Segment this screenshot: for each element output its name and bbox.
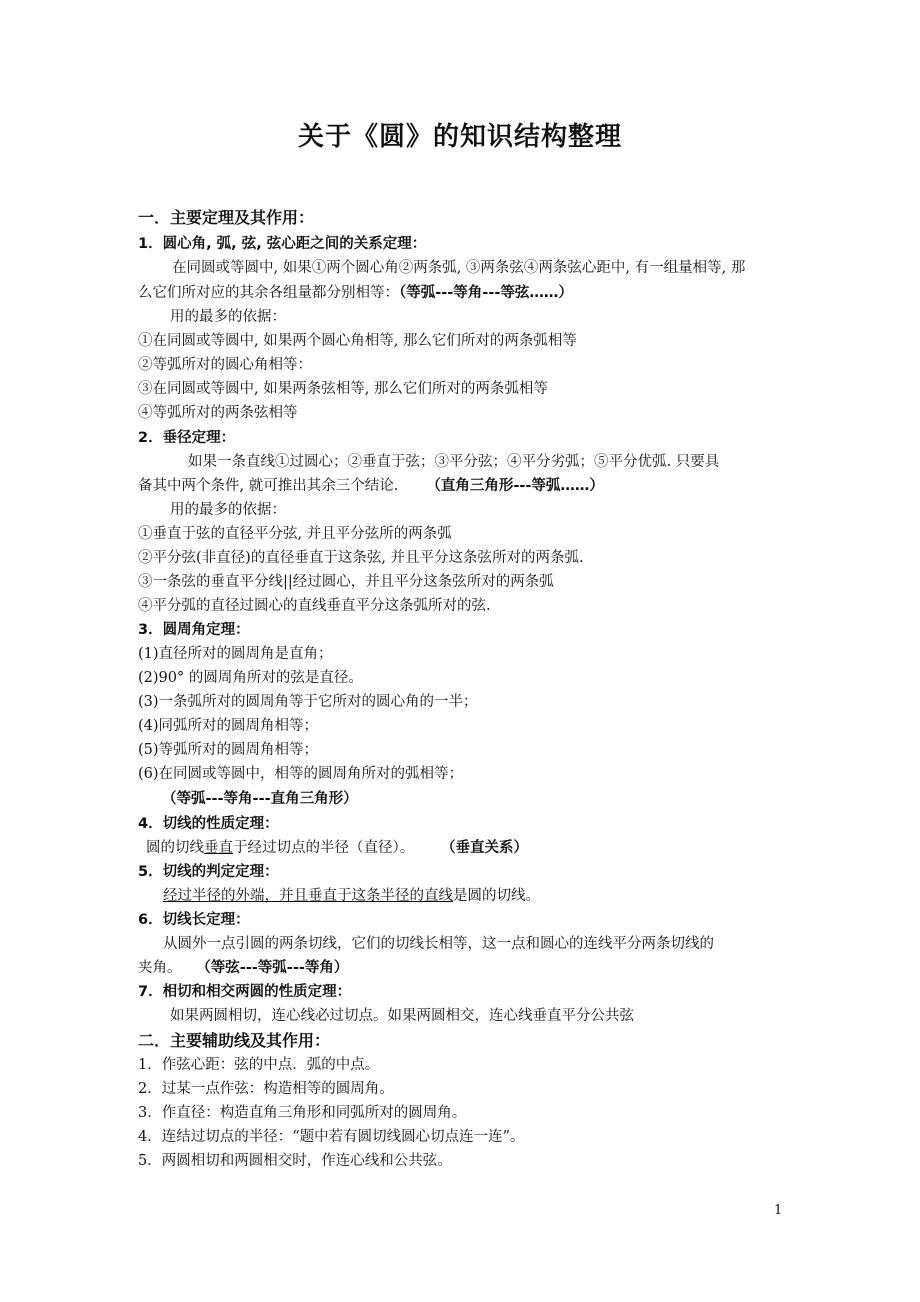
theorem-3-item: (2)90° 的圆周角所对的弦是直径。 (138, 670, 363, 686)
theorem-2-text-line2 (138, 476, 604, 496)
theorem-3-item: (3)一条弧所对的圆周角等于它所对的圆心角的一半； (138, 694, 478, 710)
theorem-3-item: (6)在同圆或等圆中，相等的圆周角所对的弧相等； (138, 766, 464, 782)
auxiliary-item: 2．过某一点作弦：构造相等的圆周角。 (138, 1081, 394, 1097)
theorem-4-summary: （垂直关系） (448, 840, 528, 856)
theorem-1-summary: （等弧---等角---等弦……） (399, 285, 573, 301)
theorem-heading-5: 5．切线的判定定理： (138, 864, 279, 880)
theorem-6-summary: （等弦---等弧---等角） (203, 960, 349, 976)
theorem-6-text-line2 (138, 958, 348, 978)
theorem-3-item: (4)同弧所对的圆周角相等； (138, 718, 319, 734)
theorem-2-item: ①垂直于弦的直径平分弦, 并且平分弦所的两条弧 (138, 526, 452, 542)
theorem-1-item: ④等弧所对的两条弦相等 (138, 405, 298, 421)
theorem-6-text-line1: 从圆外一点引圆的两条切线，它们的切线长相等，这一点和圆心的连线平分两条切线的 (163, 936, 714, 952)
theorem-2-basis-label: 用的最多的依据： (170, 502, 286, 518)
theorem-3-item: (5)等弧所对的圆周角相等； (138, 742, 319, 758)
theorem-3-item: (1)直径所对的圆周角是直角； (138, 646, 333, 662)
theorem-heading-1: 1．圆心角, 弧, 弦, 弦心距之间的关系定理： (138, 236, 427, 252)
theorem-1-text: 么它们所对应的其余各组量都分别相等： (138, 285, 399, 301)
theorem-4-text-pre: 圆的切线 (146, 840, 204, 856)
theorem-4-text-post: 于经过切点的半径（直径）。 (233, 840, 415, 856)
page-number: 1 (774, 1203, 783, 1218)
auxiliary-item: 1．作弦心距：弦的中点．弧的中点。 (138, 1057, 380, 1073)
theorem-1-item: ①在同圆或等圆中, 如果两个圆心角相等, 那么它们所对的两条弧相等 (138, 333, 577, 349)
theorem-heading-2: 2．垂径定理： (138, 430, 236, 446)
theorem-2-text: 备其中两个条件, 就可推出其余三个结论. (138, 478, 399, 494)
theorem-1-text-line2 (138, 283, 573, 303)
auxiliary-item: 5．两圆相切和两圆相交时，作连心线和公共弦。 (138, 1153, 452, 1169)
theorem-4-underlined: 垂直 (204, 840, 233, 856)
theorem-2-item: ④平分弧的直径过圆心的直线垂直平分这条弧所对的弦. (138, 598, 491, 614)
theorem-5-text (163, 886, 540, 906)
document-title: 关于《圆》的知识结构整理 (297, 122, 622, 152)
theorem-heading-4: 4．切线的性质定理： (138, 816, 279, 832)
auxiliary-item: 4．连结过切点的半径：“题中若有圆切线圆心切点连一连”。 (138, 1129, 525, 1145)
theorem-2-text-line1: 如果一条直线①过圆心；②垂直于弦；③平分弦；④平分劣弧；⑤平分优弧. 只要具 (188, 454, 720, 470)
theorem-4-text (146, 838, 528, 858)
section-heading-main-theorems: 一．主要定理及其作用： (138, 208, 315, 227)
theorem-2-item: ②平分弦(非直径)的直径垂直于这条弦, 并且平分这条弦所对的两条弧. (138, 550, 584, 566)
theorem-heading-6: 6．切线长定理： (138, 912, 250, 928)
theorem-1-basis-label: 用的最多的依据： (170, 309, 286, 325)
theorem-1-item: ②等弧所对的圆心角相等： (138, 357, 312, 373)
theorem-2-item: ③一条弦的垂直平分线||经过圆心，并且平分这条弦所对的两条弧 (138, 574, 554, 590)
auxiliary-item: 3．作直径：构造直角三角形和同弧所对的圆周角。 (138, 1105, 467, 1121)
theorem-heading-7: 7．相切和相交两圆的性质定理： (138, 984, 352, 1000)
theorem-5-text-post: 是圆的切线。 (453, 888, 540, 904)
theorem-2-summary: （直角三角形---等弧……） (426, 478, 604, 494)
theorem-6-text: 夹角。 (138, 960, 182, 976)
theorem-heading-3: 3．圆周角定理： (138, 622, 250, 638)
theorem-5-underlined: 经过半径的外端，并且垂直于这条半径的直线 (163, 888, 453, 904)
section-heading-auxiliary-lines: 二．主要辅助线及其作用： (138, 1031, 331, 1050)
theorem-3-summary: （等弧---等角---直角三角形） (162, 791, 358, 807)
theorem-7-text: 如果两圆相切，连心线必过切点。如果两圆相交，连心线垂直平分公共弦 (170, 1008, 634, 1024)
theorem-1-item: ③在同圆或等圆中, 如果两条弦相等, 那么它们所对的两条弧相等 (138, 381, 548, 397)
theorem-1-text-line1: 在同圆或等圆中, 如果①两个圆心角②两条弧, ③两条弦④两条弦心距中, 有一组量相等, 那 (172, 260, 746, 276)
